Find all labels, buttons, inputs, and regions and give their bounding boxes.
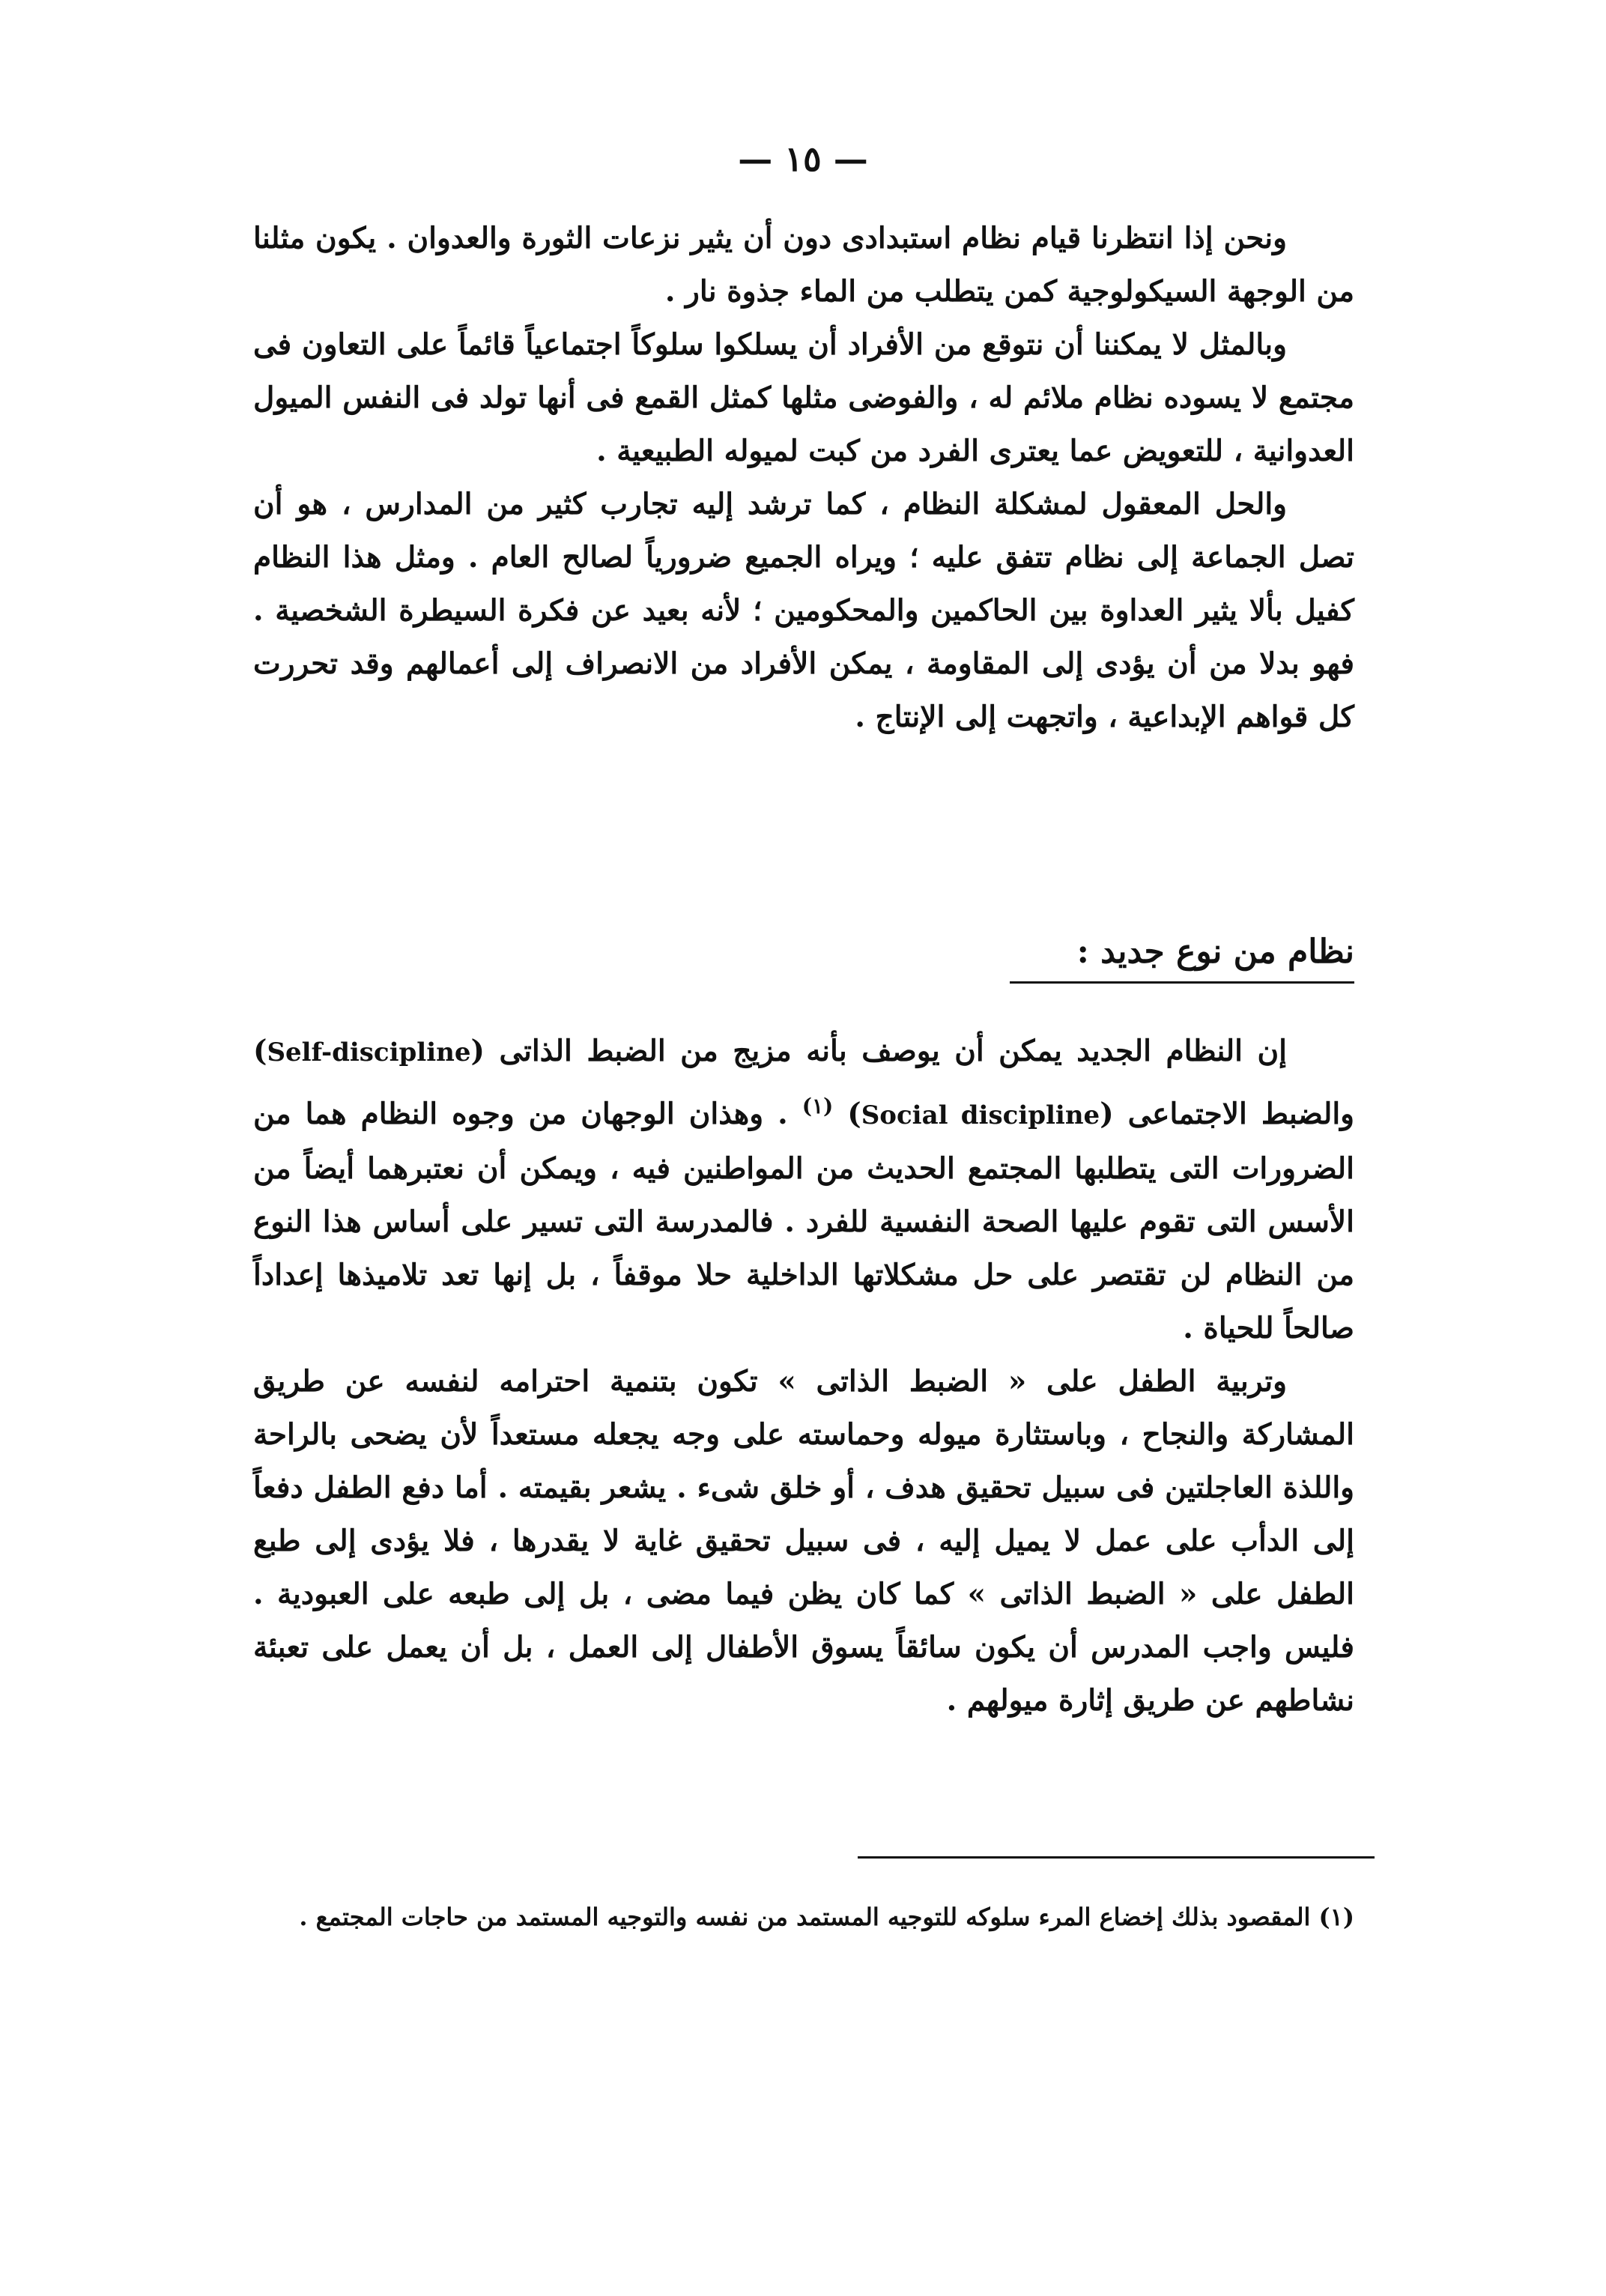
paragraph: وتربية الطفل على « الضبط الذاتى » تكون بتنمية احترامه لنفسه عن طريق المشاركة والنجاح ، وباستثارة ميوله وحماسته على وجه يجعله مستعداً لأن يضحى بالراحة واللذة العاجلتين فى سبيل تحقيق هدف ، أو خلق شىء . يشعر بقيمته . أما دفع الطفل دفعاً إلى الدأب على عمل لا يميل إليه ، فى سبيل تحقيق غاية لا يقدرها ، فلا يؤدى إلى طبع الطفل على « الضبط الذاتى » كما كان يظن فيما مضى ، بل إلى طبعه على العبودية . فليس واجب المدرس أن يكون سائقاً يسوق الأطفال إلى العمل ، بل أن يعمل على تعبئة نشاطهم عن طريق إثارة ميولهم . [253,1364,1354,1718]
paragraph-text: إن النظام الجديد يمكن أن يوصف بأنه مزيج من الضبط الذاتى ( [470,1034,1287,1068]
section-heading: نظام من نوع جديد : [1010,933,1354,984]
page-number: — ١٥ — [738,139,868,179]
paragraph: ونحن إذا انتظرنا قيام نظام استبدادى دون أن يثير نزعات الثورة والعدوان . يكون مثلنا من الوجهة السيكولوجية كمن يتطلب من الماء جذوة نار . [253,221,1354,309]
english-term: Self-discipline [267,1038,471,1067]
paragraph-text: ) [847,1097,861,1131]
english-term: Social discipline [861,1100,1100,1130]
section-2-body [253,1025,1354,1727]
paragraph: والحل المعقول لمشكلة النظام ، كما ترشد إليه تجارب كثير من المدارس ، هو أن تصل الجماعة إلى نظام تتفق عليه ؛ ويراه الجميع ضرورياً لصالح العام . ومثل هذا النظام كفيل بألا يثير العداوة بين الحاكمين والمحكومين ؛ لأنه بعيد عن فكرة السيطرة الشخصية . فهو بدلا من أن يؤدى إلى المقاومة ، يمكن الأفراد من الانصراف إلى أعمالهم وقد تحررت كل قواهم الإبداعية ، واتجهت إلى الإنتاج . [253,487,1354,734]
footnote-divider [858,1856,1375,1859]
paragraph-text: . وهذان الوجهان من وجوه النظام هما من الضرورات التى يتطلبها المجتمع الحديث من المواطنين فيه ، ويمكن أن نعتبرهما أيضاً من الأسس التى تقوم عليها الصحة النفسية للفرد . فالمدرسة التى تسير على أساس هذا النوع من النظام لن تقتصر على حل مشكلاتها الداخلية حلا موقفاً ، بل إنها تعد تلاميذها إعداداً صالحاً للحياة . [253,1097,1354,1345]
footnote: (١) المقصود بذلك إخضاع المرء سلوكه للتوجيه المستمد من نفسه والتوجيه المستمد من حاجات المجتمع . [299,1903,1354,1931]
section-1-body [253,212,1354,744]
paragraph: وبالمثل لا يمكننا أن نتوقع من الأفراد أن يسلكوا سلوكاً اجتماعياً قائماً على التعاون فى مجتمع لا يسوده نظام ملائم له ، والفوضى مثلها كمثل القمع فى أنها تولد فى النفس الميول العدوانية ، للتعويض عما يعترى الفرد من كبت لميوله الطبيعية . [253,327,1354,468]
paragraph-text: ) والضبط الاجتماعى ( [253,1034,1355,1131]
footnote-reference: (١) [802,1094,834,1118]
paragraph [253,1025,1354,1355]
